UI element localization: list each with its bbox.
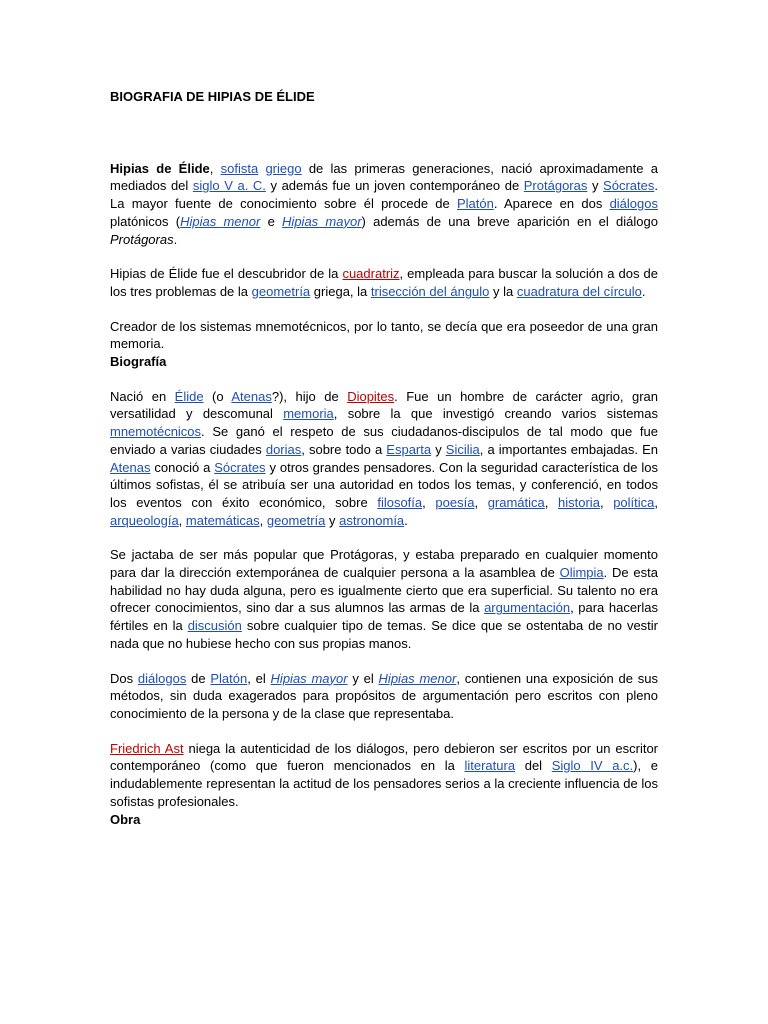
link-hipias-menor[interactable] [180, 214, 260, 229]
link-atenas[interactable]: Atenas [110, 459, 151, 475]
text: de [186, 670, 211, 686]
text: , para hacerlas fértiles en la [110, 600, 659, 634]
link-poesia[interactable]: poesía [435, 494, 475, 510]
link-cuadratura-circulo[interactable]: cuadratura del círculo [516, 283, 642, 299]
link-socrates[interactable]: Sócrates [603, 178, 655, 194]
link-olimpia[interactable]: Olimpia [559, 565, 604, 581]
text: . Fue un hombre de carácter agrio, gran versatilidad y descomunal [110, 388, 659, 422]
text: . [173, 231, 178, 247]
text: . La mayor fuente de conocimiento sobre él procede de [110, 178, 658, 212]
text: conoció a [150, 459, 215, 475]
link-dialogos[interactable]: diálogos [137, 670, 187, 686]
text: griega, la [310, 283, 371, 299]
link-arqueologia[interactable]: arqueología [110, 512, 179, 528]
page-title: BIOGRAFIA DE HIPIAS DE ÉLIDE [110, 89, 315, 104]
link-dorias[interactable]: dorias [265, 441, 302, 457]
text: Dos [110, 670, 138, 686]
text: ) además de una breve aparición en el diálogo [361, 213, 658, 229]
text: . Aparece en dos [493, 196, 610, 212]
link-socrates[interactable]: Sócrates [214, 459, 266, 475]
text: (o [203, 388, 232, 404]
text: , [178, 512, 186, 528]
link-literatura[interactable]: literatura [464, 758, 516, 774]
link-filosofia[interactable]: filosofía [377, 494, 423, 510]
text: , [422, 494, 436, 510]
text: , a importantes embajadas. En [479, 441, 658, 457]
text: y otros grandes pensadores. Con la seguridad característica de los últimos sofistas, él se atribuía ser una autoridad en todos los temas, y conferenció, en todos los eventos con éxito económico, sobre [110, 459, 658, 510]
link-friedrich-ast[interactable]: Friedrich Ast [110, 740, 184, 756]
heading-obra: Obra [110, 811, 141, 827]
link-geometria[interactable]: geometría [251, 283, 311, 299]
text: Hipias de Élide fue el descubridor de la [110, 266, 343, 282]
text: y [325, 512, 340, 528]
text: , el [247, 670, 271, 686]
text: , [599, 494, 614, 510]
link-historia[interactable]: historia [558, 494, 600, 510]
text: y además fue un joven contemporáneo de [265, 178, 524, 194]
text: de las primeras generaciones, nació aproximadamente a mediados del [110, 160, 658, 194]
work-title: Protágoras [110, 231, 174, 247]
text: , sobre todo a [301, 441, 387, 457]
link-text: Hipias mayor [270, 670, 348, 686]
link-griego[interactable]: griego [265, 160, 302, 176]
link-siglo-iv-ac[interactable]: Siglo IV a.c. [551, 758, 634, 774]
link-gramatica[interactable]: gramática [487, 494, 545, 510]
text: Se jactaba de ser más popular que Protágoras, y estaba preparado en cualquier momento para dar la dirección extemporánea de cualquier persona a la asamblea de [110, 547, 658, 581]
text: . [641, 283, 646, 299]
link-cuadratriz[interactable]: cuadratriz [342, 266, 400, 282]
text: . [404, 512, 408, 528]
paragraph-intro [110, 160, 658, 249]
subject-name: Hipias de Élide [110, 160, 210, 176]
text: y el [347, 670, 379, 686]
link-astronomia[interactable]: astronomía [339, 512, 405, 528]
text: , empleada para buscar la solución a dos de los tres problemas de la [110, 266, 658, 299]
link-triseccion-angulo[interactable]: trisección del ángulo [370, 283, 490, 299]
link-hipias-menor[interactable] [379, 671, 457, 686]
link-mnemotecnicos[interactable]: mnemotécnicos [110, 424, 202, 440]
link-platon[interactable]: Platón [457, 196, 494, 212]
paragraph-dialogos [110, 670, 658, 723]
link-protagoras[interactable]: Protágoras [523, 178, 588, 194]
text: e [260, 213, 283, 229]
link-platon[interactable]: Platón [210, 670, 248, 686]
text: ), e indudablemente representan la actitud de los pensadores serios a la creciente influencia de los sofistas profesionales. [110, 758, 658, 809]
text: , [209, 160, 221, 176]
text: y la [489, 283, 517, 299]
text: platónicos ( [110, 213, 181, 229]
paragraph-cuadratriz [110, 265, 658, 300]
heading-biografia: Biografía [110, 354, 167, 370]
link-argumentacion[interactable]: argumentación [484, 600, 571, 616]
text: , contienen una exposición de sus métodos, sin duda exagerados para propósitos de argumentación pero escritos con pleno conocimiento de la persona y de la clase que representaba. [110, 670, 659, 721]
text: ?), hijo de [271, 388, 348, 404]
link-dialogos[interactable]: diálogos [609, 196, 658, 212]
link-siglo-v-ac[interactable]: siglo V a. C. [192, 178, 266, 194]
text: , [544, 494, 559, 510]
text: niega la autenticidad de los diálogos, pero debieron ser escritos por un escritor contemporáneo (como que fueron mencionados en la [110, 740, 659, 774]
link-text: Hipias menor [180, 213, 261, 229]
text: , [654, 494, 659, 510]
link-discusion[interactable]: discusión [187, 618, 242, 634]
link-text: Hipias menor [378, 670, 457, 686]
paragraph-protagoras [110, 546, 658, 652]
link-esparta[interactable]: Esparta [386, 441, 432, 457]
text: , [474, 494, 488, 510]
paragraph-biografia [110, 388, 658, 530]
link-sicilia[interactable]: Sicilia [445, 441, 480, 457]
paragraph-ast [110, 740, 658, 811]
link-matematicas[interactable]: matemáticas [185, 512, 260, 528]
text: del [515, 758, 552, 774]
link-diopites[interactable]: Diopites [347, 388, 395, 404]
link-hipias-mayor[interactable] [271, 671, 348, 686]
text: , sobre la que investigó creando varios sistemas [333, 406, 658, 422]
text: sobre cualquier tipo de temas. Se dice que se ostentaba de no vestir nada que no hubiese hecho con sus propias manos. [110, 618, 659, 651]
text: . Se ganó el respeto de sus ciudadanos-discipulos de tal modo que fue enviado a varias ciudades [110, 424, 658, 457]
link-politica[interactable]: política [613, 494, 655, 510]
link-elide[interactable]: Élide [174, 388, 204, 404]
paragraph-mnemotecnia: Creador de los sistemas mnemotécnicos, por lo tanto, se decía que era poseedor de una gran memoria. [110, 318, 658, 352]
text: . De esta habilidad no hay duda alguna, pero es igualmente cierto que era superficial. Su talento no era ofrecer conocimientos, sino dar a sus alumnos las armas de la [110, 565, 658, 616]
text: y [587, 178, 604, 194]
document-body [110, 88, 658, 828]
link-atenas[interactable]: Atenas [231, 388, 272, 404]
link-geometria[interactable]: geometría [266, 512, 326, 528]
link-sofista[interactable]: sofista [220, 160, 259, 176]
link-hipias-mayor[interactable] [282, 214, 361, 229]
text: Nació en [110, 388, 175, 404]
text: y [431, 441, 446, 457]
link-memoria[interactable]: memoria [283, 406, 334, 422]
text: , [259, 512, 267, 528]
link-text: Hipias mayor [282, 213, 362, 229]
